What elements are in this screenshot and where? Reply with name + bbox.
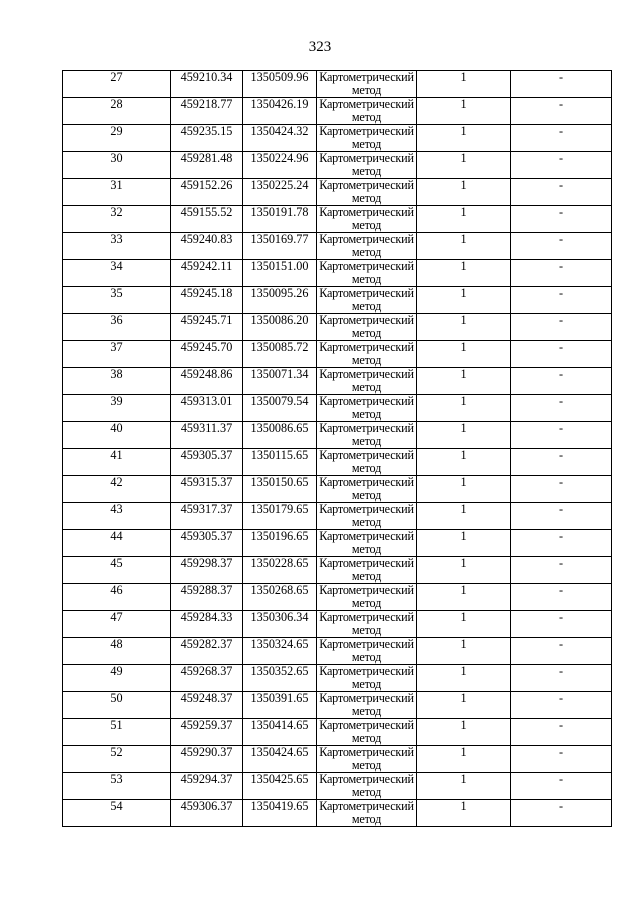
y-coordinate-cell: 1350324.65 [243,638,317,665]
method-text: Картометрический метод [319,259,414,286]
point-number-cell: 46 [63,584,171,611]
note-cell: - [511,773,612,800]
method-text: Картометрический метод [319,556,414,583]
x-coordinate-cell: 459305.37 [171,449,243,476]
y-coordinate-cell: 1350509.96 [243,71,317,98]
page-number: 323 [308,39,332,55]
x-coordinate-cell: 459210.34 [171,71,243,98]
y-coordinate-cell: 1350196.65 [243,530,317,557]
method-cell [317,395,417,422]
point-number-cell: 28 [63,98,171,125]
accuracy-cell: 1 [417,692,511,719]
table-row [63,773,612,800]
note-cell: - [511,530,612,557]
accuracy-cell: 1 [417,368,511,395]
x-coordinate-cell: 459248.37 [171,692,243,719]
accuracy-cell: 1 [417,314,511,341]
method-text: Картометрический метод [319,502,414,529]
x-coordinate-cell: 459298.37 [171,557,243,584]
note-cell: - [511,98,612,125]
note-cell: - [511,206,612,233]
table-row [63,584,612,611]
accuracy-cell: 1 [417,152,511,179]
table-row [63,125,612,152]
x-coordinate-cell: 459305.37 [171,530,243,557]
x-coordinate-cell: 459315.37 [171,476,243,503]
accuracy-cell: 1 [417,476,511,503]
method-text: Картометрический метод [319,70,414,97]
method-cell [317,206,417,233]
table-row [63,692,612,719]
method-text: Картометрический метод [319,367,414,394]
method-cell [317,584,417,611]
accuracy-cell: 1 [417,773,511,800]
y-coordinate-cell: 1350414.65 [243,719,317,746]
method-text: Картометрический метод [319,691,414,718]
note-cell: - [511,692,612,719]
table-row [63,665,612,692]
x-coordinate-cell: 459311.37 [171,422,243,449]
table-row [63,341,612,368]
method-cell [317,368,417,395]
note-cell: - [511,395,612,422]
y-coordinate-cell: 1350071.34 [243,368,317,395]
x-coordinate-cell: 459218.77 [171,98,243,125]
point-number-cell: 27 [63,71,171,98]
method-text: Картометрический метод [319,745,414,772]
method-text: Картометрический метод [319,772,414,799]
accuracy-cell: 1 [417,746,511,773]
method-cell [317,719,417,746]
note-cell: - [511,800,612,827]
method-cell [317,476,417,503]
note-cell: - [511,557,612,584]
method-cell [317,449,417,476]
table-row [63,719,612,746]
note-cell: - [511,368,612,395]
accuracy-cell: 1 [417,638,511,665]
table-row [63,557,612,584]
y-coordinate-cell: 1350419.65 [243,800,317,827]
y-coordinate-cell: 1350115.65 [243,449,317,476]
method-text: Картометрический метод [319,205,414,232]
table-row [63,422,612,449]
x-coordinate-cell: 459235.15 [171,125,243,152]
y-coordinate-cell: 1350179.65 [243,503,317,530]
table-row [63,368,612,395]
table-row [63,206,612,233]
coordinates-table [62,70,612,827]
accuracy-cell: 1 [417,287,511,314]
y-coordinate-cell: 1350085.72 [243,341,317,368]
point-number-cell: 45 [63,557,171,584]
method-cell [317,287,417,314]
x-coordinate-cell: 459155.52 [171,206,243,233]
method-cell [317,71,417,98]
point-number-cell: 41 [63,449,171,476]
table-row [63,98,612,125]
y-coordinate-cell: 1350425.65 [243,773,317,800]
y-coordinate-cell: 1350169.77 [243,233,317,260]
x-coordinate-cell: 459242.11 [171,260,243,287]
accuracy-cell: 1 [417,125,511,152]
y-coordinate-cell: 1350424.65 [243,746,317,773]
method-text: Картометрический метод [319,313,414,340]
method-text: Картометрический метод [319,97,414,124]
table-row [63,179,612,206]
note-cell: - [511,314,612,341]
method-cell [317,179,417,206]
point-number-cell: 54 [63,800,171,827]
x-coordinate-cell: 459288.37 [171,584,243,611]
method-text: Картометрический метод [319,610,414,637]
x-coordinate-cell: 459152.26 [171,179,243,206]
y-coordinate-cell: 1350095.26 [243,287,317,314]
point-number-cell: 52 [63,746,171,773]
point-number-cell: 53 [63,773,171,800]
method-text: Картометрический метод [319,421,414,448]
method-cell [317,98,417,125]
note-cell: - [511,746,612,773]
table-row [63,611,612,638]
x-coordinate-cell: 459245.18 [171,287,243,314]
y-coordinate-cell: 1350191.78 [243,206,317,233]
note-cell: - [511,422,612,449]
method-text: Картометрический метод [319,232,414,259]
table-row [63,287,612,314]
method-text: Картометрический метод [319,799,414,826]
method-text: Картометрический метод [319,340,414,367]
method-text: Картометрический метод [319,448,414,475]
note-cell: - [511,503,612,530]
table-row [63,395,612,422]
method-cell [317,665,417,692]
method-cell [317,611,417,638]
y-coordinate-cell: 1350151.00 [243,260,317,287]
accuracy-cell: 1 [417,530,511,557]
y-coordinate-cell: 1350391.65 [243,692,317,719]
point-number-cell: 44 [63,530,171,557]
table-row [63,260,612,287]
point-number-cell: 43 [63,503,171,530]
method-text: Картометрический метод [319,475,414,502]
accuracy-cell: 1 [417,179,511,206]
y-coordinate-cell: 1350228.65 [243,557,317,584]
y-coordinate-cell: 1350426.19 [243,98,317,125]
accuracy-cell: 1 [417,557,511,584]
accuracy-cell: 1 [417,611,511,638]
y-coordinate-cell: 1350306.34 [243,611,317,638]
accuracy-cell: 1 [417,584,511,611]
accuracy-cell: 1 [417,71,511,98]
y-coordinate-cell: 1350424.32 [243,125,317,152]
method-text: Картометрический метод [319,637,414,664]
point-number-cell: 34 [63,260,171,287]
method-cell [317,746,417,773]
note-cell: - [511,260,612,287]
x-coordinate-cell: 459294.37 [171,773,243,800]
note-cell: - [511,584,612,611]
method-cell [317,233,417,260]
accuracy-cell: 1 [417,233,511,260]
method-text: Картометрический метод [319,124,414,151]
note-cell: - [511,125,612,152]
table-row [63,530,612,557]
point-number-cell: 35 [63,287,171,314]
point-number-cell: 51 [63,719,171,746]
note-cell: - [511,152,612,179]
method-text: Картометрический метод [319,664,414,691]
accuracy-cell: 1 [417,800,511,827]
table-row [63,314,612,341]
accuracy-cell: 1 [417,503,511,530]
point-number-cell: 32 [63,206,171,233]
point-number-cell: 47 [63,611,171,638]
method-cell [317,125,417,152]
x-coordinate-cell: 459259.37 [171,719,243,746]
point-number-cell: 50 [63,692,171,719]
x-coordinate-cell: 459248.86 [171,368,243,395]
table-row [63,476,612,503]
point-number-cell: 29 [63,125,171,152]
method-cell [317,152,417,179]
method-text: Картометрический метод [319,151,414,178]
point-number-cell: 48 [63,638,171,665]
note-cell: - [511,341,612,368]
accuracy-cell: 1 [417,98,511,125]
point-number-cell: 42 [63,476,171,503]
accuracy-cell: 1 [417,719,511,746]
table-row [63,449,612,476]
method-cell [317,800,417,827]
y-coordinate-cell: 1350150.65 [243,476,317,503]
y-coordinate-cell: 1350079.54 [243,395,317,422]
table-body [63,71,612,827]
y-coordinate-cell: 1350352.65 [243,665,317,692]
y-coordinate-cell: 1350086.20 [243,314,317,341]
x-coordinate-cell: 459284.33 [171,611,243,638]
accuracy-cell: 1 [417,341,511,368]
y-coordinate-cell: 1350086.65 [243,422,317,449]
point-number-cell: 33 [63,233,171,260]
method-cell [317,557,417,584]
x-coordinate-cell: 459268.37 [171,665,243,692]
point-number-cell: 39 [63,395,171,422]
x-coordinate-cell: 459240.83 [171,233,243,260]
table-row [63,152,612,179]
x-coordinate-cell: 459282.37 [171,638,243,665]
point-number-cell: 31 [63,179,171,206]
y-coordinate-cell: 1350225.24 [243,179,317,206]
method-cell [317,530,417,557]
point-number-cell: 40 [63,422,171,449]
note-cell: - [511,665,612,692]
method-text: Картометрический метод [319,286,414,313]
method-text: Картометрический метод [319,583,414,610]
note-cell: - [511,287,612,314]
x-coordinate-cell: 459281.48 [171,152,243,179]
accuracy-cell: 1 [417,449,511,476]
note-cell: - [511,476,612,503]
method-cell [317,638,417,665]
method-cell [317,422,417,449]
point-number-cell: 30 [63,152,171,179]
x-coordinate-cell: 459290.37 [171,746,243,773]
method-cell [317,692,417,719]
note-cell: - [511,179,612,206]
note-cell: - [511,71,612,98]
table-row [63,638,612,665]
accuracy-cell: 1 [417,422,511,449]
note-cell: - [511,449,612,476]
note-cell: - [511,233,612,260]
point-number-cell: 49 [63,665,171,692]
table-row [63,71,612,98]
method-text: Картометрический метод [319,394,414,421]
accuracy-cell: 1 [417,395,511,422]
method-text: Картометрический метод [319,178,414,205]
method-cell [317,260,417,287]
method-cell [317,503,417,530]
accuracy-cell: 1 [417,665,511,692]
accuracy-cell: 1 [417,260,511,287]
table-row [63,233,612,260]
y-coordinate-cell: 1350224.96 [243,152,317,179]
x-coordinate-cell: 459306.37 [171,800,243,827]
table-row [63,503,612,530]
x-coordinate-cell: 459245.71 [171,314,243,341]
note-cell: - [511,611,612,638]
point-number-cell: 37 [63,341,171,368]
point-number-cell: 38 [63,368,171,395]
x-coordinate-cell: 459317.37 [171,503,243,530]
note-cell: - [511,719,612,746]
table-row [63,800,612,827]
point-number-cell: 36 [63,314,171,341]
method-text: Картометрический метод [319,718,414,745]
x-coordinate-cell: 459245.70 [171,341,243,368]
method-cell [317,314,417,341]
y-coordinate-cell: 1350268.65 [243,584,317,611]
method-text: Картометрический метод [319,529,414,556]
x-coordinate-cell: 459313.01 [171,395,243,422]
table-row [63,746,612,773]
method-cell [317,341,417,368]
note-cell: - [511,638,612,665]
accuracy-cell: 1 [417,206,511,233]
method-cell [317,773,417,800]
